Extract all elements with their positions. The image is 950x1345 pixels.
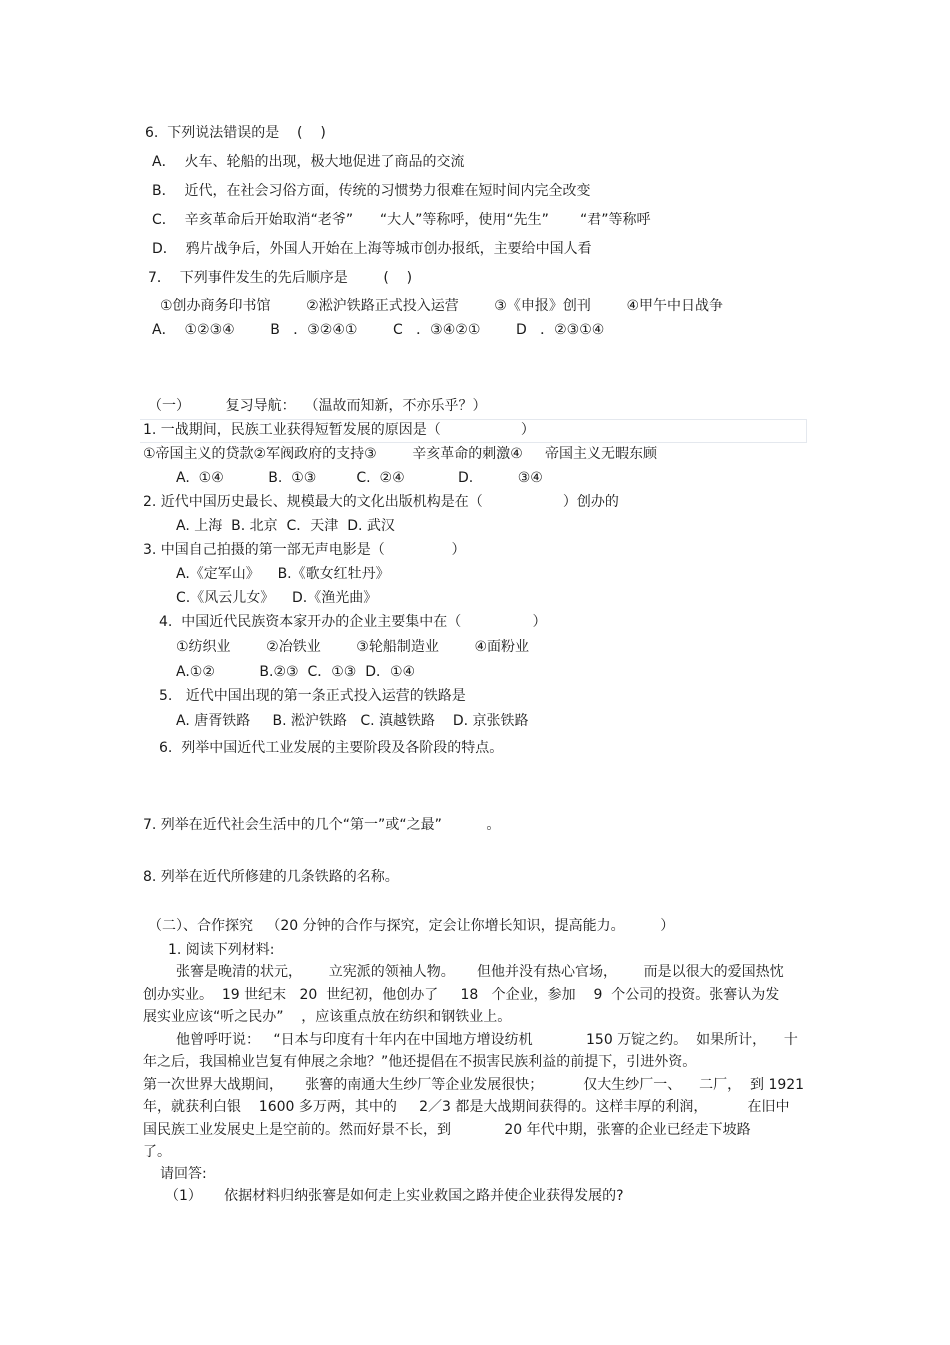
text-line: 7. 列举在近代社会生活中的几个“第一”或“之最” 。 (143, 817, 501, 833)
text-line: A． ①②③④ B ．③②④① C ．③④②① D ．②③①④ (152, 322, 605, 338)
text-line: 2. 近代中国历史最长、规模最大的文化出版机构是在（ ）创办的 (143, 494, 619, 510)
text-line: 张謇是晚清的状元， 立宪派的领袖人物。 但他并没有热心官场， 而是以很大的爱国热忱 (176, 964, 784, 980)
text-line: A.《定军山》 B.《歌女红牡丹》 (176, 566, 390, 582)
text-line: 1. 阅读下列材料: (168, 942, 275, 958)
text-line: 5. 近代中国出现的第一条正式投入运营的铁路是 (159, 688, 466, 704)
text-line: 6. 下列说法错误的是 ( ) (145, 125, 326, 141)
text-line: C.《风云儿女》 D.《渔光曲》 (176, 590, 378, 606)
text-line: A. 上海 B. 北京 C．天津 D. 武汉 (176, 518, 395, 534)
text-line: A. ①④ B. ①③ C. ②④ D. ③④ (176, 470, 543, 486)
text-line: ①纺织业 ②冶铁业 ③轮船制造业 ④面粉业 (176, 639, 530, 655)
text-line: 请回答: (160, 1166, 207, 1182)
text-line: 3. 中国自己拍摄的第一部无声电影是（ ） (143, 542, 466, 558)
text-line: （一） 复习导航： （温故而知新，不亦乐乎？） (148, 398, 487, 414)
text-line: 了。 (143, 1144, 171, 1160)
text-line: （1） 依据材料归纳张謇是如何走上实业救国之路并使企业获得发展的? (165, 1188, 624, 1204)
text-line: D． 鸦片战争后，外国人开始在上海等城市创办报纸，主要给中国人看 (152, 241, 592, 257)
text-line: 7． 下列事件发生的先后顺序是 ( ) (148, 270, 413, 286)
text-line: ①创办商务印书馆 ②淞沪铁路正式投入运营 ③《申报》创刊 ④甲午中日战争 (160, 298, 724, 314)
text-line: 他曾呼吁说： “日本与印度有十年内在中国地方增设纺机 150 万锭之约。 如果所计， 十 (176, 1032, 798, 1048)
text-line: 第一次世界大战期间， 张謇的南通大生纱厂等企业发展很快； 仅大生纱厂一、 二厂， 到 1921 (143, 1077, 805, 1093)
text-line: 1. 一战期间，民族工业获得短暂发展的原因是（ ） (143, 422, 535, 438)
text-line: C． 辛亥革命后开始取消“老爷” “大人”等称呼，使用“先生” “君”等称呼 (152, 212, 651, 228)
text-line: 年，就获利白银 1600 多万两，其中的 2／3 都是大战期间获得的。这样丰厚的利润， 在旧中 (143, 1099, 790, 1115)
text-line: B． 近代，在社会习俗方面，传统的习惯势力很难在短时间内完全改变 (152, 183, 591, 199)
text-line: A.①② B.②③ C．①③ D．①④ (176, 664, 416, 680)
text-line: 年之后，我国棉业岂复有伸展之余地？”他还提倡在不损害民族利益的前提下，引进外资。 (143, 1054, 697, 1070)
text-line: A． 火车、轮船的出现，极大地促进了商品的交流 (152, 154, 465, 170)
text-line: 4. 中国近代民族资本家开办的企业主要集中在（ ） (159, 614, 547, 630)
text-line: （二）、合作探究 （20 分钟的合作与探究，定会让你增长知识，提高能力。 ） (148, 918, 675, 934)
text-line: A. 唐胥铁路 B. 淞沪铁路 C. 滇越铁路 D. 京张铁路 (176, 713, 529, 729)
text-line: ①帝国主义的贷款②军阀政府的支持③ 辛亥革命的刺激④ 帝国主义无暇东顾 (143, 446, 658, 462)
text-line: 8. 列举在近代所修建的几条铁路的名称。 (143, 869, 399, 885)
text-line: 展实业应该“听之民办” ，应该重点放在纺织和钢铁业上。 (143, 1009, 512, 1025)
text-line: 6. 列举中国近代工业发展的主要阶段及各阶段的特点。 (159, 740, 504, 756)
text-line: 国民族工业发展史上是空前的。然而好景不长，到 20 年代中期，张謇的企业已经走下坡路 (143, 1122, 751, 1138)
text-line: 创办实业。 19 世纪末 20 世纪初，他创办了 18 个企业，参加 9 个公司的投资。张謇认为发 (143, 987, 780, 1003)
